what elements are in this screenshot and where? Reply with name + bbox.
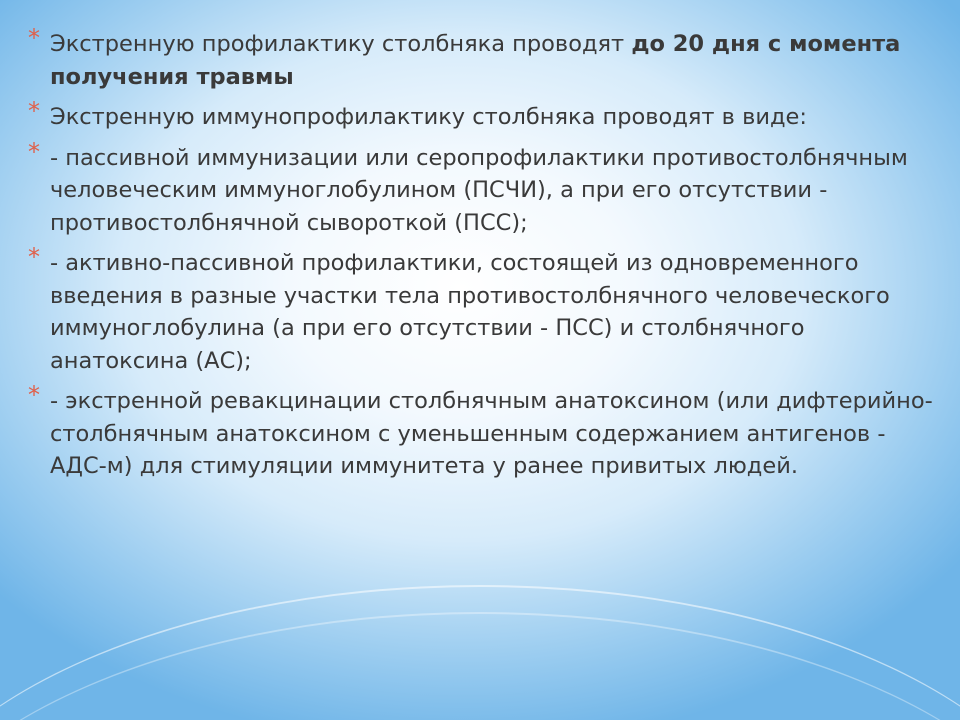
slide-content <box>26 24 936 483</box>
bullet-item <box>26 97 936 134</box>
bullet-item <box>26 137 936 240</box>
bullet-text: - активно-пассивной профилактики, состоящей из одновременного введения в разные участки тела противостолбнячного человеческого иммуноглобулина (а при его отсутствии - ПСС) и столбнячного анатоксина (АС); <box>50 250 890 374</box>
bullet-item <box>26 243 936 377</box>
background-arc <box>0 585 960 720</box>
asterisk-bullet-icon: * <box>28 137 40 166</box>
background-arc <box>0 612 960 720</box>
bullet-text: Экстренную иммунопрофилактику столбняка проводят в виде: <box>50 104 807 130</box>
bullet-text: - пассивной иммунизации или серопрофилактики противостолбнячным человеческим иммуноглобулином (ПСЧИ), а при его отсутствии - противостолбнячной сывороткой (ПСС); <box>50 144 908 236</box>
bullet-text: - экстренной ревакцинации столбнячным анатоксином (или дифтерийно-столбнячным анатоксином с уменьшенным содержанием антигенов - АДС-м) для стимуляции иммунитета у ранее привитых людей. <box>50 388 933 479</box>
asterisk-bullet-icon: * <box>28 97 40 125</box>
asterisk-bullet-icon: * <box>28 24 40 52</box>
bullet-text: Экстренную профилактику столбняка проводят <box>50 31 632 57</box>
bullet-item <box>26 24 936 93</box>
bullet-text-bold: до 20 дня с момента получения травмы <box>50 31 901 90</box>
asterisk-bullet-icon: * <box>28 381 40 409</box>
asterisk-bullet-icon: * <box>28 243 40 271</box>
bullet-item <box>26 381 936 483</box>
